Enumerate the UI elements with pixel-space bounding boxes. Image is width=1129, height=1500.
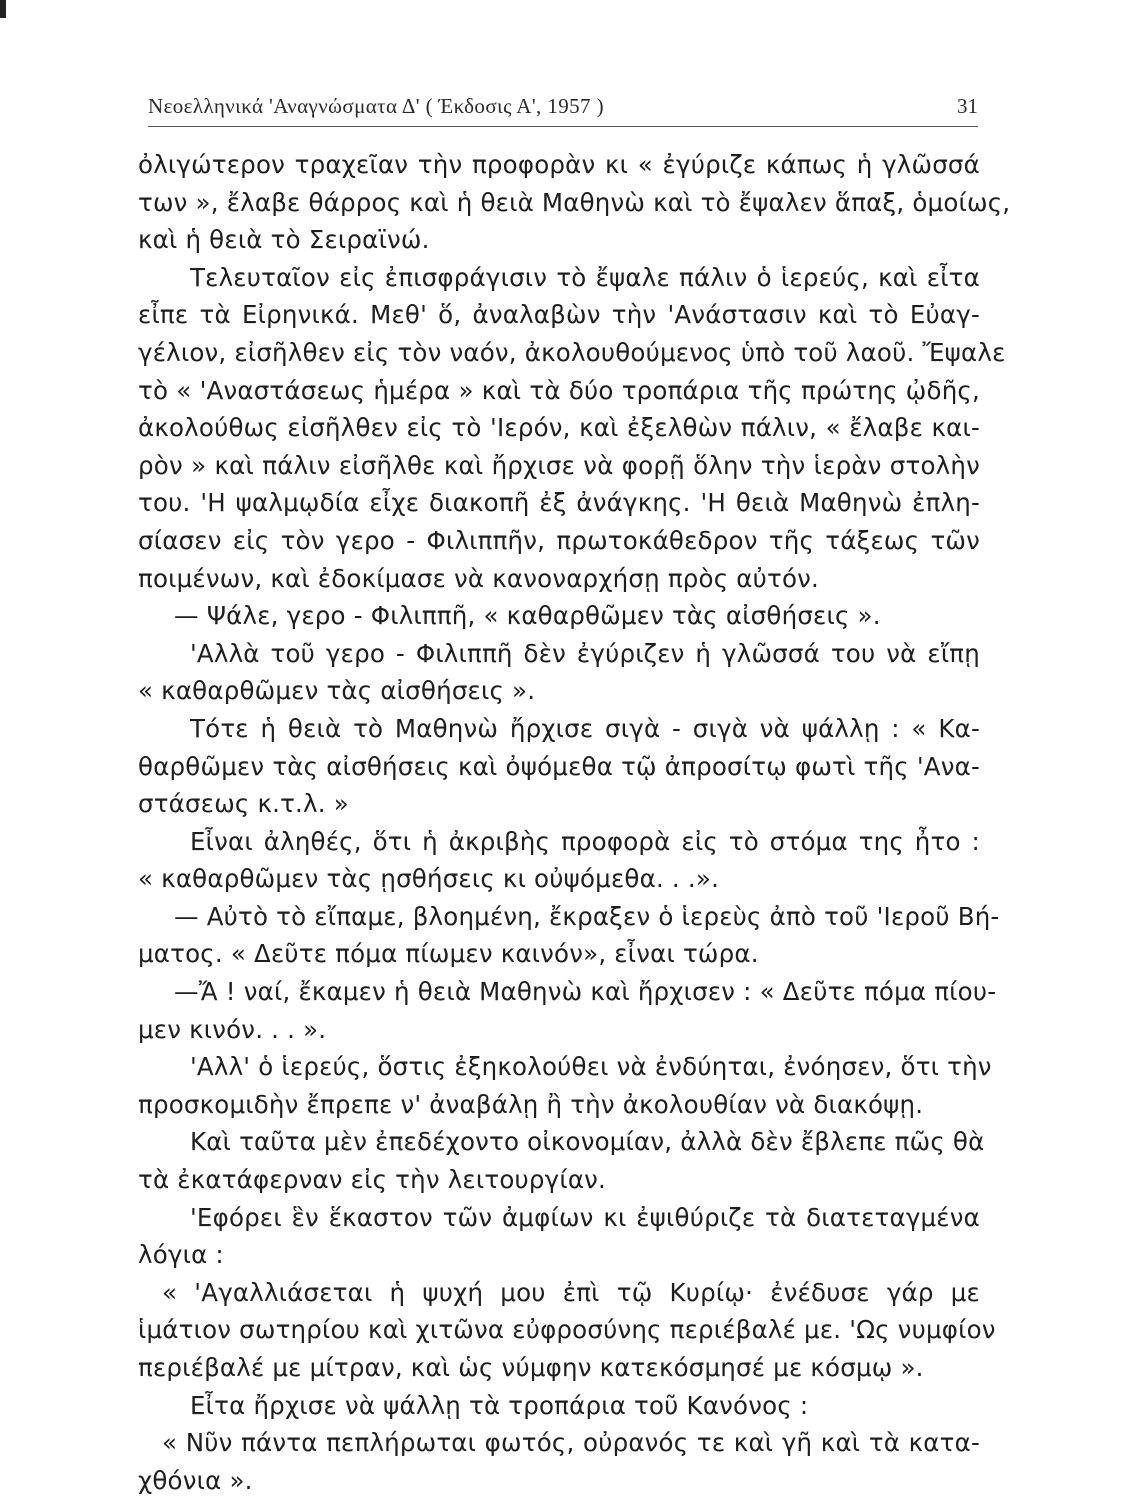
text-line: στάσεως κ.τ.λ. »: [138, 789, 349, 819]
text-line: Εἶτα ἤρχισε νὰ ψάλλῃ τὰ τροπάρια τοῦ Κανόνος :: [190, 1390, 809, 1420]
text-line: λόγια :: [138, 1240, 224, 1270]
text-line: — Αὐτὸ τὸ εἴπαμε, βλοημένη, ἔκραξεν ὁ ἱερεὺς ἀπὸ τοῦ 'Ιεροῦ Βή-: [174, 901, 1000, 931]
text-line: Εἶναι ἀληθές, ὅτι ἡ ἀκριβὴς προφορὰ εἰς τὸ στόμα της ἦτο :: [190, 826, 980, 856]
text-line: Καὶ ταῦτα μὲν ἐπεδέχοντο οἰκονομίαν, ἀλλὰ δὲν ἔβλεπε πῶς θὰ: [190, 1127, 985, 1157]
text-line: τὸ « 'Αναστάσεως ἡμέρα » καὶ τὰ δύο τροπάρια τῆς πρώτης ᾠδῆς,: [138, 375, 980, 405]
text-line: γέλιον, εἰσῆλθεν εἰς τὸν ναόν, ἀκολουθούμενος ὑπὸ τοῦ λαοῦ. Ἔψαλε: [138, 337, 1006, 367]
text-line: ἀκολούθως εἰσῆλθεν εἰς τὸ 'Ιερόν, καὶ ἐξελθὼν πάλιν, « ἔλαβε και-: [138, 413, 980, 443]
text-line: ποιμένων, καὶ ἐδοκίμασε νὰ κανοναρχήσῃ πρὸς αὐτόν.: [138, 563, 820, 593]
text-line: —Ἄ ! ναί, ἔκαμεν ἡ θειὰ Μαθηνὼ καὶ ἤρχισεν : « Δεῦτε πόμα πίου-: [174, 977, 997, 1007]
text-line: των », ἔλαβε θάρρος καὶ ἡ θειὰ Μαθηνὼ καὶ τὸ ἔψαλεν ἅπαξ, ὁμοίως,: [138, 187, 1011, 217]
header-rule: [148, 126, 978, 127]
text-line: 'Αλλ' ὁ ἱερεύς, ὅστις ἐξηκολούθει νὰ ἐνδύηται, ἐνόησεν, ὅτι τὴν: [190, 1052, 992, 1082]
scan-corner-mark: [0, 0, 6, 18]
text-line: « καθαρθῶμεν τὰς αἰσθήσεις ».: [138, 676, 536, 706]
text-line: ματος. « Δεῦτε πόμα πίωμεν καινόν», εἶναι τώρα.: [138, 939, 759, 969]
text-line: ἱμάτιον σωτηρίου καὶ χιτῶνα εὐφροσύνης περιέβαλέ με. 'Ως νυμφίον: [138, 1315, 996, 1345]
running-title: Νεοελληνικά 'Αναγνώσματα Δ' ( Έκδοσις Α', 1957 ): [148, 94, 604, 118]
text-line: μεν κινόν. . . ».: [138, 1014, 327, 1044]
body-text: [138, 146, 1011, 1499]
text-line: εἶπε τὰ Εἰρηνικά. Μεθ' ὅ, ἀναλαβὼν τὴν 'Ανάστασιν καὶ τὸ Εὐαγ-: [138, 300, 980, 330]
text-line: ρὸν » καὶ πάλιν εἰσῆλθε καὶ ἤρχισε νὰ φορῇ ὅλην τὴν ἱερὰν στολὴν: [138, 450, 980, 480]
text-line: προσκομιδὴν ἔπρεπε ν' ἀναβάλῃ ἢ τὴν ἀκολουθίαν νὰ διακόψῃ.: [138, 1089, 924, 1119]
text-line: « 'Αγαλλιάσεται ἡ ψυχή μου ἐπὶ τῷ Κυρίῳ· ἐνέδυσε γάρ με: [162, 1277, 980, 1307]
text-line: ὀλιγώτερον τραχεῖαν τὴν προφορὰν κι « ἐγύριζε κάπως ἡ γλῶσσά: [138, 150, 980, 179]
text-line: Τότε ἡ θειὰ τὸ Μαθηνὼ ἤρχισε σιγὰ - σιγὰ νὰ ψάλλῃ : « Κα-: [190, 713, 980, 743]
text-line: Τελευταῖον εἰς ἐπισφράγισιν τὸ ἔψαλε πάλιν ὁ ἱερεύς, καὶ εἶτα: [190, 262, 980, 292]
text-line: περιέβαλέ με μίτραν, καὶ ὡς νύμφην κατεκόσμησέ με κόσμῳ ».: [138, 1353, 924, 1382]
text-line: « Νῦν πάντα πεπλήρωται φωτός, οὐρανός τε καὶ γῆ καὶ τὰ κατα-: [162, 1428, 980, 1458]
text-line: θαρθῶμεν τὰς αἰσθήσεις καὶ ὀψόμεθα τῷ ἀπροσίτῳ φωτὶ τῆς 'Ανα-: [138, 751, 980, 781]
text-line: 'Αλλὰ τοῦ γερο - Φιλιππῆ δὲν ἐγύριζεν ἡ γλῶσσά του νὰ εἴπῃ: [190, 638, 980, 668]
text-line: σίασεν εἰς τὸν γερο - Φιλιππῆν, πρωτοκάθεδρον τῆς τάξεως τῶν: [138, 525, 980, 555]
text-line: « καθαρθῶμεν τὰς ῃσθήσεις κι οὐψόμεθα. . .».: [138, 864, 720, 894]
text-line: τὰ ἐκατάφερναν εἰς τὴν λειτουργίαν.: [138, 1165, 607, 1195]
text-line: του. 'Η ψαλμῳδία εἶχε διακοπῆ ἐξ ἀνάγκης. 'Η θειὰ Μαθηνὼ ἐπλη-: [138, 488, 980, 518]
page-number: 31: [957, 94, 978, 118]
text-line: χθόνια ».: [138, 1465, 253, 1495]
running-head: [148, 88, 978, 128]
text-line: καὶ ἡ θειὰ τὸ Σειραϊνώ.: [138, 225, 430, 255]
text-line: — Ψάλε, γερο - Φιλιππῆ, « καθαρθῶμεν τὰς αἰσθήσεις ».: [174, 601, 881, 631]
text-line: 'Εφόρει ἓν ἕκαστον τῶν ἀμφίων κι ἐψιθύριζε τὰ διατεταγμένα: [190, 1202, 980, 1232]
